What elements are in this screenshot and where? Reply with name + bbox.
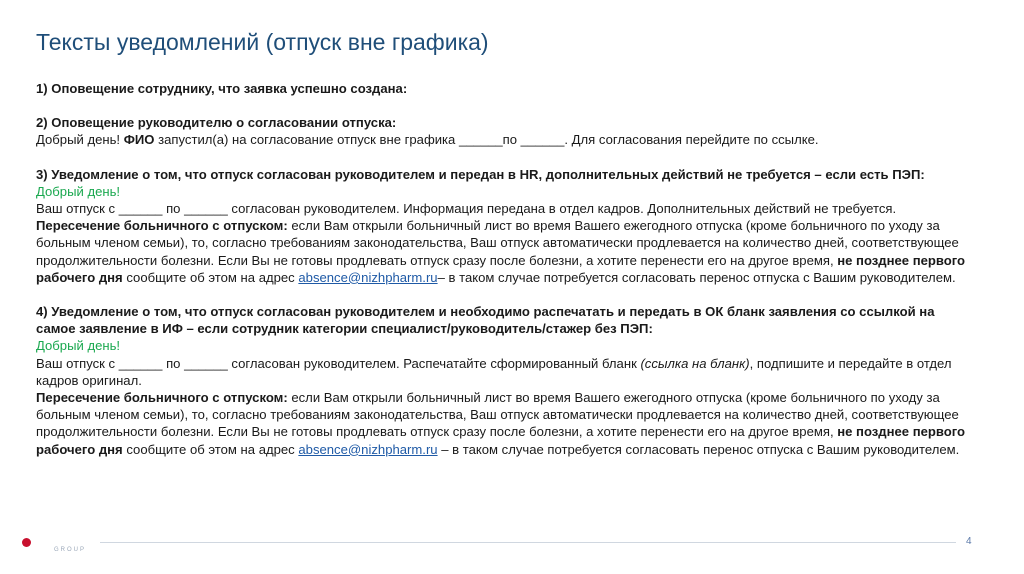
section-2-heading: 2) Оповещение руководителю о согласовании отпуска: (36, 115, 397, 131)
section-4-overlap-text-1: если Вам открыли больничный лист во время Вашего ежегодного отпуска (кроме больничного по уходу за больным членом семьи), то, согласно требованиям законодательства, Ваш отпуск автоматически продлевается на количество дней, соответствующее продолжительности болезни. Если Вы не готовы продлевать отпуск сразу после болезни, а хотите перенести его на другое время, (36, 390, 959, 440)
section-3-overlap-text-2: сообщите об этом на адрес (122, 269, 299, 285)
section-2-body: запустил(а) на согласование отпуск вне графика ______по ______. Для согласования перейдите по ссылке. (154, 132, 819, 148)
section-4-greeting: Добрый день! (36, 338, 121, 354)
section-4-overlap-text-2: сообщите об этом на адрес (122, 441, 299, 457)
section-4-overlap-text-3: – в таком случае потребуется согласовать перенос отпуска с Вашим руководителем. (437, 441, 960, 457)
section-2-greeting: Добрый день! (36, 132, 124, 148)
section-4-body (36, 355, 976, 389)
section-4-form-link[interactable]: (ссылка на бланк) (640, 355, 750, 371)
section-3-overlap-label: Пересечение больничного с отпуском: (36, 218, 288, 234)
page-number: 4 (966, 536, 972, 547)
section-3-overlap-text-3: – в таком случае потребуется согласовать перенос отпуска с Вашим руководителем. (437, 269, 956, 285)
spacer (36, 149, 976, 166)
section-1-heading: 1) Оповещение сотруднику, что заявка успешно создана: (36, 81, 408, 96)
spacer (36, 286, 976, 303)
section-4-overlap (36, 389, 976, 458)
section-3-overlap-text-1: если Вам открыли больничный лист во время Вашего ежегодного отпуска (кроме больничного по уходу за больным членом семьи), то, согласно требованиям законодательства, Ваш отпуск автоматически продлевается на количество дней, соответствующее продолжительности болезни. Если Вы не готовы продлевать отпуск сразу после болезни, а хотите перенести его на другое время, (36, 218, 959, 268)
section-4-heading: 4) Уведомление о том, что отпуск согласован руководителем и необходимо распечатать и передать в ОК бланк заявления со ссылкой на самое заявление в ИФ – если сотрудник категории специалист/руководитель/стажер без ПЭП: (36, 304, 935, 337)
section-3-email-link[interactable]: absence@nizhpharm.ru (298, 269, 438, 285)
section-3-body: Ваш отпуск с ______ по ______ согласован руководителем. Информация передана в отдел кадров. Дополнительных действий не требуется. (36, 201, 897, 217)
section-3-overlap (36, 217, 976, 286)
logo-dot-icon (22, 538, 31, 547)
section-4-deadline: не позднее первого рабочего дня (36, 424, 966, 457)
section-4-email-link[interactable]: absence@nizhpharm.ru (298, 441, 438, 457)
section-4-body-1: Ваш отпуск с ______ по ______ согласован руководителем. Распечатайте сформированный бланк (36, 355, 641, 371)
slide-content (36, 80, 976, 458)
slide-title: Тексты уведомлений (отпуск вне графика) (36, 29, 489, 55)
section-4-body-2: , подпишите и передайте в отдел кадров оригинал. (36, 355, 952, 388)
section-3-deadline: не позднее первого рабочего дня (36, 252, 966, 285)
section-4-overlap-label: Пересечение больничного с отпуском: (36, 390, 288, 406)
section-2-text (36, 131, 976, 148)
spacer (36, 97, 976, 114)
company-logo (22, 530, 108, 558)
section-3-greeting: Добрый день! (36, 183, 121, 199)
logo-group-text: GROUP (54, 547, 87, 553)
fio-placeholder: ФИО (123, 132, 155, 148)
footer-divider (100, 542, 956, 543)
section-3-heading: 3) Уведомление о том, что отпуск согласован руководителем и передан в HR, дополнительных действий не требуется – если есть ПЭП: (36, 166, 925, 182)
